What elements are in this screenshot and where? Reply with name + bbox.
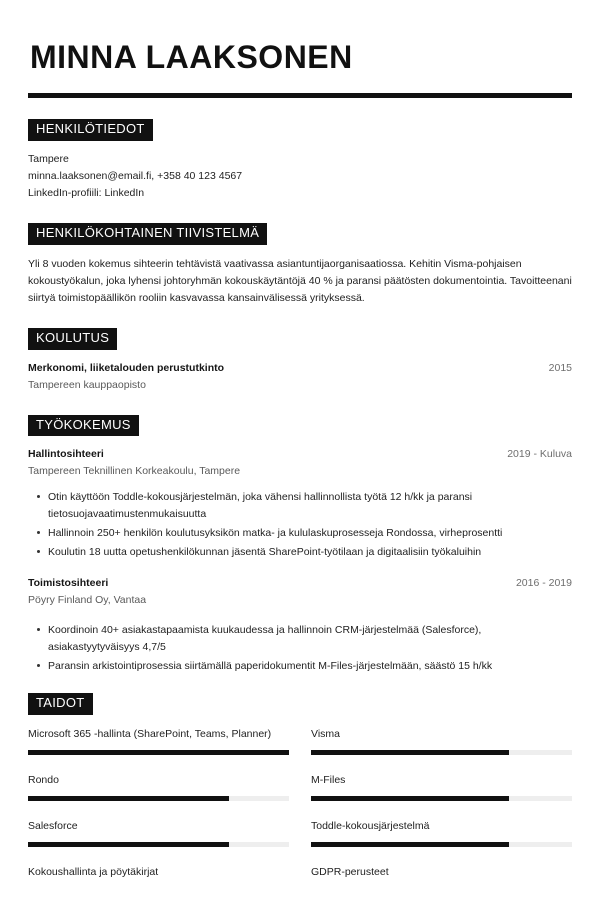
experience-entry <box>28 576 572 676</box>
skill-item <box>311 727 572 755</box>
skill-item <box>311 865 572 888</box>
experience-entry-header <box>28 447 572 463</box>
section-heading-education: KOULUTUS <box>28 328 117 350</box>
list-item: Koordinoin 40+ asiakastapaamista kuukaudessa ja hallinnoin CRM-järjestelmää (Salesforce), asiakastyytyväisyys 4,7/5 <box>48 622 572 656</box>
skill-progress-fill <box>311 796 509 801</box>
contact-details <box>28 151 572 202</box>
experience-bullet-list <box>28 489 572 561</box>
skill-progress-fill <box>28 842 229 847</box>
skill-label: M-Files <box>311 774 346 787</box>
experience-entry-header <box>28 576 572 592</box>
section-summary <box>28 223 572 307</box>
experience-bullet-list <box>28 622 572 675</box>
section-experience <box>28 415 572 676</box>
section-heading-summary: HENKILÖKOHTAINEN TIIVISTELMÄ <box>28 223 267 245</box>
skill-label: Toddle-kokousjärjestelmä <box>311 819 430 832</box>
skill-progress-bar <box>28 750 289 755</box>
list-item: Otin käyttöön Toddle-kokousjärjestelmän, joka vähensi hallinnollista työtä 12 h/kk ja paransi tietosuojavaatimustenmukaisuutta <box>48 489 572 523</box>
education-entry <box>28 361 572 394</box>
experience-job-title: Hallintosihteeri <box>28 448 104 461</box>
skill-item <box>311 819 572 847</box>
education-institution: Tampereen kauppaopisto <box>28 378 146 391</box>
section-personal-details <box>28 119 572 202</box>
page-title: MINNA LAAKSONEN <box>30 39 353 75</box>
contact-location: Tampere <box>28 153 69 166</box>
skill-progress-bar <box>311 842 572 847</box>
skill-progress-bar <box>311 796 572 801</box>
education-entry-header <box>28 361 572 377</box>
list-item: Hallinnoin 250+ henkilön koulutusyksikön matka- ja kululaskuprosesseja Rondossa, virheprosentti <box>48 525 572 542</box>
education-degree: Merkonomi, liiketalouden perustutkinto <box>28 362 225 374</box>
header-divider <box>28 93 572 98</box>
skill-label: Visma <box>311 728 340 741</box>
skill-progress-bar <box>28 796 289 801</box>
skill-item <box>28 727 289 755</box>
skill-item <box>311 773 572 801</box>
list-item: Paransin arkistointiprosessia siirtämällä paperidokumentit M-Files-järjestelmään, säästö 15 h/kk <box>48 658 572 675</box>
summary-text: Yli 8 vuoden kokemus sihteerin tehtävistä vaativassa asiantuntijaorganisaatiossa. Kehitin Visma-pohjaisen kokoustyökalun, joka lyhensi johtoryhmän kokouskäytäntöjä 40 % ja paransi päätösten dokumentointia. Tavoitteenani siirtyä toimistopäällikön rooliin kasvavassa kansainvälisessä yrityksessä. <box>28 258 572 305</box>
skill-item <box>28 819 289 847</box>
experience-date: 2019 - Kuluva <box>507 448 572 461</box>
skill-progress-bar <box>28 842 289 847</box>
experience-entry <box>28 447 572 561</box>
skill-progress-fill <box>28 750 289 755</box>
education-date: 2015 <box>548 362 572 374</box>
experience-date: 2016 - 2019 <box>515 576 572 589</box>
skill-item <box>28 773 289 801</box>
contact-linkedin[interactable]: LinkedIn-profiili: LinkedIn <box>28 187 145 200</box>
skill-label: GDPR-perusteet <box>311 865 389 878</box>
list-item: Koulutin 18 uutta opetushenkilökunnan jäsentä SharePoint-työtilaan ja digitaalisiin työkaluihin <box>48 544 572 561</box>
skill-progress-fill <box>28 796 229 801</box>
skill-progress-bar <box>311 750 572 755</box>
skill-progress-fill <box>311 750 509 755</box>
section-heading-skills: TAIDOT <box>28 693 93 715</box>
contact-email-phone: minna.laaksonen@email.fi, +358 40 123 4567 <box>28 170 243 183</box>
skill-label: Salesforce <box>28 819 78 832</box>
skill-label: Rondo <box>28 774 59 787</box>
experience-employer: Pöyry Finland Oy, Vantaa <box>28 593 147 606</box>
skill-item <box>28 865 289 888</box>
experience-employer: Tampereen Teknillinen Korkeakoulu, Tampere <box>28 465 241 478</box>
skills-grid <box>28 727 572 905</box>
section-education <box>28 328 572 393</box>
section-heading-personal-details: HENKILÖTIEDOT <box>28 119 153 141</box>
skill-progress-fill <box>311 842 509 847</box>
section-heading-experience: TYÖKOKEMUS <box>28 415 139 437</box>
section-skills <box>28 693 572 905</box>
skill-label: Microsoft 365 -hallinta (SharePoint, Teams, Planner) <box>28 728 272 741</box>
skill-label: Kokoushallinta ja pöytäkirjat <box>28 865 159 878</box>
experience-job-title: Toimistosihteeri <box>28 576 109 589</box>
